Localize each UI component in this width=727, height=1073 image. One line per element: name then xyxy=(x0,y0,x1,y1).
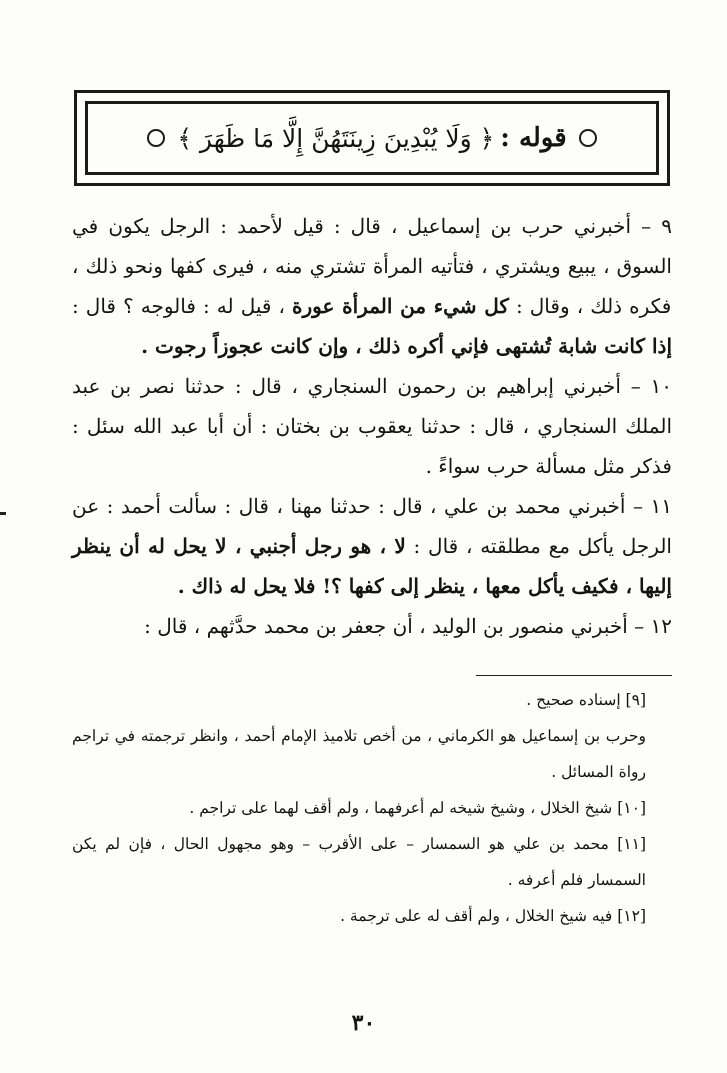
footnote-11: [١١] محمد بن علي هو السمسار – على الأقرب – وهو مجهول الحال ، فإن لم يكن السمسار فلم أعرفه . xyxy=(72,835,646,889)
main-text xyxy=(72,206,672,646)
footnote-9-detail: وحرب بن إسماعيل هو الكرماني ، من أخص تلاميذ الإمام أحمد ، وانظر ترجمته في تراجم رواة المسائل . xyxy=(72,727,646,781)
circle-ornament-icon xyxy=(147,129,165,147)
margin-mark xyxy=(0,512,6,515)
paragraph-9-bold-2: إذا كانت شابة تُشتهى فإني أكره ذلك ، وإن كانت عجوزاً رجوت . xyxy=(141,334,672,358)
page-number: ٣٠ xyxy=(351,1010,376,1036)
paragraph-11 xyxy=(72,486,672,606)
paragraph-11-text: ١١ – أخبرني محمد بن علي ، قال : حدثنا مهنا ، قال : سألت أحمد : عن الرجل يأكل مع مطلقته ، قال : xyxy=(72,494,672,558)
paragraph-11-bold: لا ، هو رجل أجنبي ، لا يحل له أن ينظر إليها ، فكيف يأكل معها ، ينظر إلى كفها ؟! فلا يحل له ذاك . xyxy=(72,534,672,598)
footnotes xyxy=(72,682,672,934)
section-heading xyxy=(141,123,602,153)
footnote-separator xyxy=(476,675,672,676)
paragraph-9-bold: كل شيء من المرأة عورة xyxy=(292,294,509,318)
footnote-9: [٩] إسناده صحيح . xyxy=(526,691,646,709)
heading-verse: ﴿ وَلَا يُبْدِينَ زِينَتَهُنَّ إِلَّا مَا ظَهَرَ ﴾ xyxy=(177,123,495,153)
circle-ornament-icon xyxy=(579,129,597,147)
paragraph-10: ١٠ – أخبرني إبراهيم بن رحمون السنجاري ، قال : حدثنا نصر بن عبد الملك السنجاري ، قال : حدثنا يعقوب بن بختان : أن أبا عبد الله سئل : فذكر مثل مسألة حرب سواءً . xyxy=(72,374,672,478)
heading-frame xyxy=(74,90,670,186)
heading-label: قوله : xyxy=(500,123,567,153)
paragraph-9-text-2: ، قيل له : فالوجه ؟ قال : xyxy=(72,294,285,318)
paragraph-9 xyxy=(72,206,672,366)
footnote-10: [١٠] شيخ الخلال ، وشيخ شيخه لم أعرفهما ، ولم أقف لهما على تراجم . xyxy=(189,799,646,817)
footnote-12: [١٢] فيه شيخ الخلال ، ولم أقف له على ترجمة . xyxy=(340,907,646,925)
paragraph-9-text: ٩ – أخبرني حرب بن إسماعيل ، قال : قيل لأحمد : الرجل يكون في السوق ، يبيع ويشتري ، فتأتيه المرأة تشتري منه ، فيرى كفها ونحو ذلك ، فكره ذلك ، وقال : xyxy=(72,214,672,318)
heading-inner-frame xyxy=(85,101,659,175)
paragraph-12: ١٢ – أخبرني منصور بن الوليد ، أن جعفر بن محمد حدَّثهم ، قال : xyxy=(144,614,672,638)
